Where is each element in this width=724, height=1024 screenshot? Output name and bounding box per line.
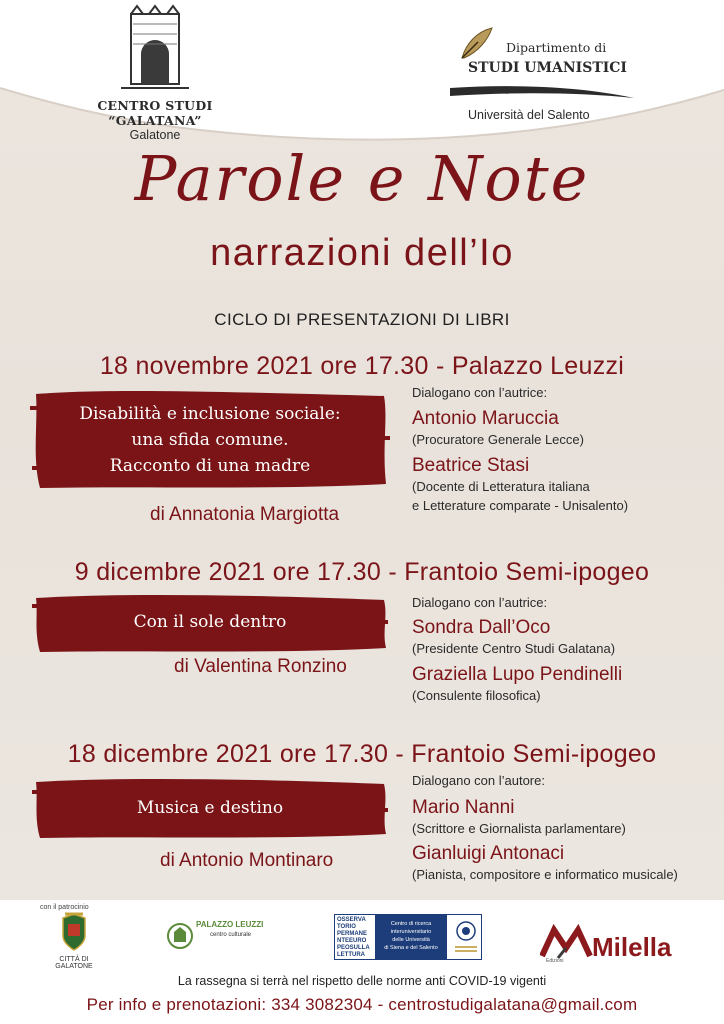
event-2-speaker-1-role: (Presidente Centro Studi Galatana) [412,641,616,656]
osservatorio-line: delle Università [392,937,430,943]
milella-edizioni: Edizioni [546,958,564,962]
event-1-speaker-2-role-line-2: e Letterature comparate - Unisalento) [412,498,629,513]
event-2-speaker-1-name: Sondra Dall’Oco [412,617,551,638]
centro-studi-galatana-logo [70,4,240,142]
university-label: Università del Salento [468,108,590,122]
osservatorio-line: Centro di ricerca [390,921,432,927]
swoosh-decoration [448,82,638,106]
osservatorio-line: TORIO [337,924,356,930]
event-2-book-banner [32,592,388,654]
event-2-book-title: Con il sole dentro [133,612,287,632]
event-1-author: di Annatonia Margiotta [150,504,340,525]
event-1-book-title-line-1: Disabilità e inclusione sociale: [79,404,341,424]
osservatorio-left-block [337,917,373,959]
event-3-heading: 18 dicembre 2021 ore 17.30 - Frantoio Semi-ipogeo [67,740,657,768]
milella-wordmark: Milella [592,932,672,962]
palazzo-leuzzi-logo [166,916,270,960]
centro-studi-name: CENTRO STUDI “GALATANA” [97,98,213,128]
event-3-speaker-2-name: Gianluigi Antonaci [412,843,565,864]
quill-icon [456,24,496,64]
citta-di-galatone-logo [42,912,106,970]
university-seal-icon [451,917,481,957]
osservatorio-right-block [375,915,447,959]
centro-studi-city: Galatone [129,128,181,142]
event-3-speaker-2-role: (Pianista, compositore e informatico musicale) [412,867,678,882]
event-1-dialogue-label: Dialogano con l’autrice: [412,385,548,400]
contact-info: Per info e prenotazioni: 334 3082304 - centrostudigalatana@gmail.com [86,995,638,1014]
studi-umanistici-label: STUDI UMANISTICI [468,60,627,76]
osservatorio-line: PEOSULLA [337,945,370,951]
subtitle: narrazioni dell’Io [210,232,514,274]
event-2-speaker-2-name: Graziella Lupo Pendinelli [412,664,623,685]
event-2-heading: 9 dicembre 2021 ore 17.30 - Frantoio Semi-ipogeo [74,558,650,586]
event-1-speaker-2-name: Beatrice Stasi [412,455,530,476]
milella-logo-mark [540,920,676,962]
event-1-speaker-2-role-line-1: (Docente di Letteratura italiana [412,479,590,494]
palazzo-emblem-icon [166,918,194,954]
event-3-author: di Antonio Montinaro [160,850,334,871]
covid-note: La rassegna si terrà nel rispetto delle norme anti COVID-19 vigenti [177,974,547,988]
milella-logo [540,920,676,962]
event-2-dialogue-label: Dialogano con l’autrice: [412,595,548,610]
dipartimento-label: Dipartimento di [506,40,607,55]
event-3-dialogue-label: Dialogano con l’autore: [412,773,545,788]
event-3-speaker-1-name: Mario Nanni [412,797,515,818]
event-3-speaker-1-role: (Scrittore e Giornalista parlamentare) [412,821,626,836]
series-label: CICLO DI PRESENTAZIONI DI LIBRI [214,310,510,329]
event-3-book-banner [32,776,388,840]
citta-di-galatone-label: CITTÀ DI GALATONE [55,956,93,970]
osservatorio-lettura-logo [334,914,482,960]
event-2-author: di Valentina Ronzino [174,656,347,677]
osservatorio-line: OSSERVA [337,917,366,923]
osservatorio-line: NTEEURO [337,938,367,944]
event-1-book-title-line-3: Racconto di una madre [109,456,311,476]
osservatorio-line: LETTURA [337,952,365,958]
event-1-book-title-line-2: una sfida comune. [131,430,289,450]
osservatorio-line: PERMANE [337,931,368,937]
osservatorio-line: interuniversitario [390,929,432,935]
palazzo-leuzzi-name: PALAZZO LEUZZI [196,920,264,929]
event-1-speaker-1-name: Antonio Maruccia [412,408,559,429]
event-2-speaker-2-role: (Consulente filosofica) [412,688,541,703]
coat-of-arms-icon [57,912,91,952]
event-1-heading: 18 novembre 2021 ore 17.30 - Palazzo Leuzzi [99,352,625,380]
patronage-label: con il patrocinio [40,904,89,911]
event-3-book-title: Musica e destino [136,798,284,818]
main-title: Parole e Note [134,142,590,215]
palazzo-leuzzi-sub: centro culturale [210,932,252,938]
event-1-book-banner [30,388,390,492]
tower-icon [117,4,193,92]
event-1-speaker-1-role: (Procuratore Generale Lecce) [412,432,584,447]
osservatorio-line: di Siena e del Salento [384,945,438,951]
